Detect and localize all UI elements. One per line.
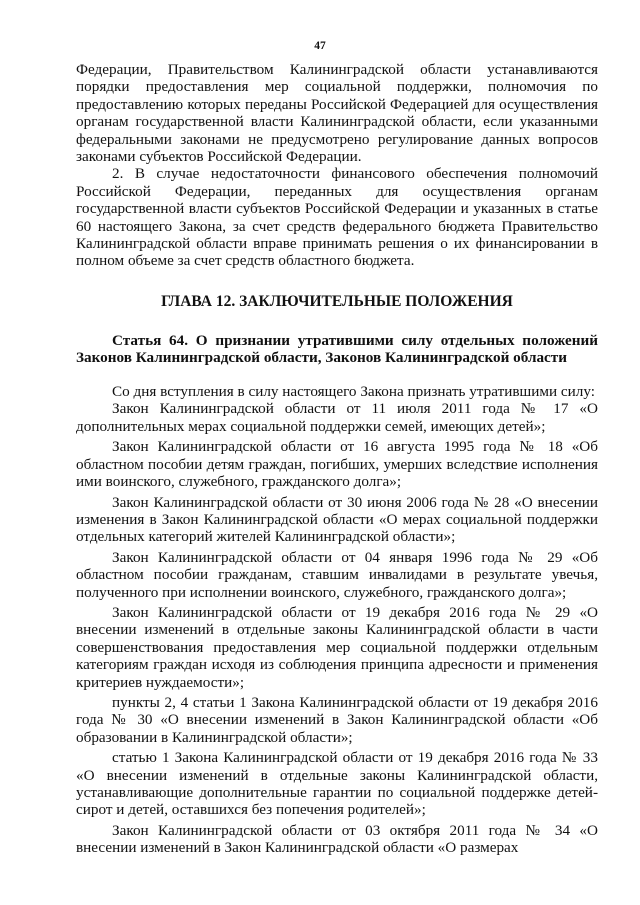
list-item: Закон Калининградской области от 19 декабря 2016 года № 29 «О внесении изменений в отдельные законы Калининградской области в части совершенствования предоставления мер социальной поддержки отдельным категориям граждан исходя из соблюдения принципа адресности и применения критериев нуждаемости»; [76, 603, 598, 691]
document-body [76, 61, 598, 857]
list-item: Закон Калининградской области от 03 октября 2011 года № 34 «О внесении изменений в Закон Калининградской области «О размерах [76, 821, 598, 857]
list-item: пункты 2, 4 статьи 1 Закона Калининградской области от 19 декабря 2016 года № 30 «О внесении изменений в Закон Калининградской области «Об образовании в Калининградской области»; [76, 693, 598, 746]
list-item: статью 1 Закона Калининградской области от 19 декабря 2016 года № 33 «О внесении изменений в отдельные законы Калининградской области, устанавливающие дополнительные гарантии по социальной поддержке детей-сирот и детей, оставшихся без попечения родителей»; [76, 749, 598, 819]
list-item: Закон Калининградской области от 04 января 1996 года № 29 «Об областном пособии гражданам, ставшим инвалидами в результате увечья, полученного при исполнении воинского, служебного, гражданского долга»; [76, 548, 598, 601]
paragraph-2: 2. В случае недостаточности финансового обеспечения полномочий Российской Федерации, переданных для осуществления органам государственной власти субъектов Российской Федерации и указанных в статье 60 настоящего Закона, за счет средств федерального бюджета Правительство Калининградской области вправе принимать решения о их финансировании в полном объеме за счет средств областного бюджета. [76, 165, 598, 270]
list-item: Закон Калининградской области от 11 июля 2011 года № 17 «О дополнительных мерах социальной поддержки семей, имеющих детей»; [76, 400, 598, 435]
page-number: 47 [314, 40, 326, 52]
article-title: Статья 64. О признании утратившими силу отдельных положений Законов Калининградской области, Законов Калининградской области [76, 331, 598, 367]
paragraph-continued: Федерации, Правительством Калининградской области устанавливаются порядки предоставления мер социальной поддержки, полномочия по предоставлению которых переданы Российской Федерацией для осуществления органам государственной власти Калининградской области, если указанными федеральными законами не предусмотрено регулирование данных вопросов законами субъектов Российской Федерации. [76, 61, 598, 166]
article-intro: Со дня вступления в силу настоящего Закона признать утратившими силу: [112, 383, 595, 401]
list-item: Закон Калининградской области от 30 июня 2006 года № 28 «О внесении изменения в Закон Калининградской области «О мерах социальной поддержки отдельных категорий жителей Калининградской области»; [76, 493, 598, 546]
list-item: Закон Калининградской области от 16 августа 1995 года № 18 «Об областном пособии детям граждан, погибших, умерших вследствие исполнения ими воинского, служебного, гражданского долга»; [76, 438, 598, 491]
chapter-title: ГЛАВА 12. ЗАКЛЮЧИТЕЛЬНЫЕ ПОЛОЖЕНИЯ [161, 292, 513, 310]
